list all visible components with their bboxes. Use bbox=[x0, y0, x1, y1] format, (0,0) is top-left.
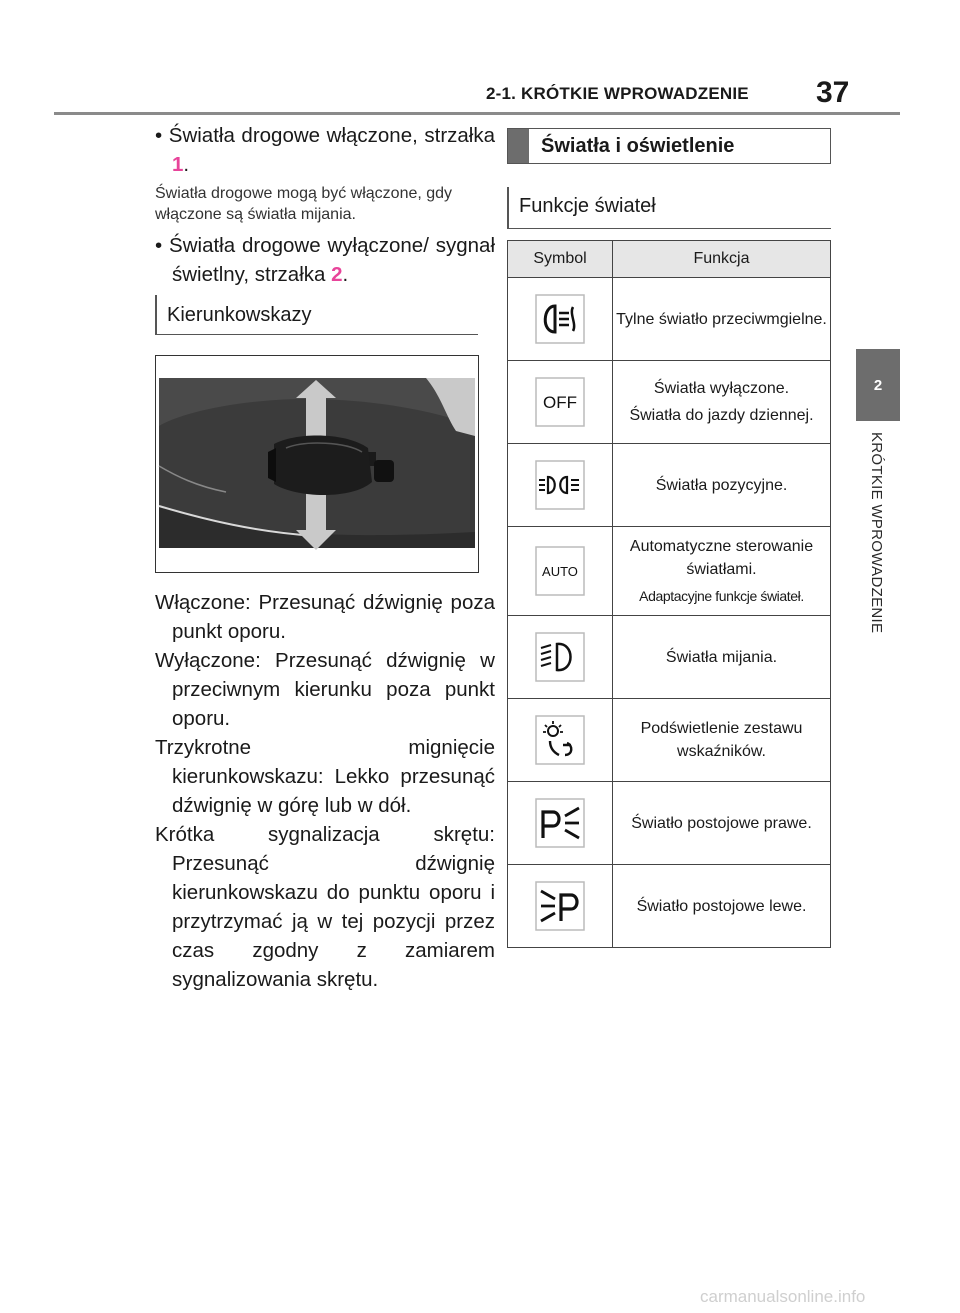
off-icon bbox=[535, 377, 585, 427]
bullet-text: Światła drogowe wyłączone/ sygnał świetlny, strzałka bbox=[169, 234, 496, 286]
function-cell bbox=[613, 865, 831, 948]
symbol-cell bbox=[508, 782, 613, 865]
table-row bbox=[508, 865, 831, 948]
table-row bbox=[508, 278, 831, 361]
page-number: 37 bbox=[816, 76, 850, 109]
header-rule bbox=[54, 112, 900, 115]
function-text-secondary: Światła do jazdy dziennej. bbox=[629, 407, 814, 424]
parking-light-right-icon bbox=[535, 798, 585, 848]
function-text: Tylne światło przeciwmgielne. bbox=[616, 310, 827, 328]
function-cell bbox=[613, 527, 831, 616]
arrow-number-1: 1 bbox=[172, 153, 184, 176]
function-text-secondary: Adaptacyjne funkcje świateł. bbox=[639, 587, 804, 604]
function-text: Automatyczne sterowanie światłami. bbox=[629, 537, 814, 578]
section-box-lights bbox=[507, 128, 831, 164]
function-text: Światło postojowe lewe. bbox=[636, 897, 807, 915]
arrow-number-2: 2 bbox=[331, 263, 343, 286]
column-header-function: Funkcja bbox=[613, 241, 831, 278]
parking-light-left-icon bbox=[535, 881, 585, 931]
section-title: Światła i oświetlenie bbox=[541, 135, 735, 157]
function-text: Światła mijania. bbox=[665, 648, 778, 666]
function-text: Światło postojowe prawe. bbox=[631, 814, 812, 832]
auto-icon bbox=[535, 546, 585, 596]
instrument-lighting-icon bbox=[535, 715, 585, 765]
function-cell bbox=[613, 616, 831, 699]
bullet-text: Światła drogowe włączone, strzałka bbox=[168, 124, 495, 147]
table-row bbox=[508, 782, 831, 865]
function-cell bbox=[613, 444, 831, 527]
function-text: Światła pozycyjne. bbox=[655, 476, 788, 494]
chapter-tab-label: KRÓTKIE WPROWADZENIE bbox=[868, 432, 885, 634]
low-beam-icon bbox=[535, 632, 585, 682]
function-text: Podświetlenie zestawu wskaźników. bbox=[640, 720, 803, 760]
light-functions-table bbox=[507, 240, 831, 948]
function-cell bbox=[613, 361, 831, 444]
chapter-tab: 2 bbox=[856, 349, 900, 421]
symbol-cell bbox=[508, 527, 613, 616]
auto-icon-text: AUTO bbox=[542, 564, 578, 579]
table-row bbox=[508, 444, 831, 527]
high-beam-note: Światła drogowe mogą być włączone, gdy włączone są światła mijania. bbox=[155, 185, 453, 223]
bullet-high-beam-off: • Światła drogowe wyłączone/ sygnał świetlny, strzałka 2. bbox=[155, 234, 496, 286]
table-row bbox=[508, 361, 831, 444]
watermark: carmanualsonline.info bbox=[700, 1287, 866, 1306]
column-header-symbol: Symbol bbox=[508, 241, 613, 278]
table-row bbox=[508, 699, 831, 782]
table-header-row bbox=[508, 241, 831, 278]
subheading-light-functions: Funkcje świateł bbox=[507, 187, 831, 229]
bullet-high-beam-on: • Światła drogowe włączone, strzałka 1. bbox=[155, 124, 495, 176]
subheading-turn-signals: Kierunkowskazy bbox=[155, 295, 478, 335]
table-row bbox=[508, 616, 831, 699]
table-row bbox=[508, 527, 831, 616]
off-icon-text: OFF bbox=[543, 393, 577, 412]
symbol-cell bbox=[508, 444, 613, 527]
symbol-cell bbox=[508, 361, 613, 444]
section-bar bbox=[508, 129, 529, 163]
rear-fog-light-icon bbox=[535, 294, 585, 344]
function-cell bbox=[613, 699, 831, 782]
function-cell bbox=[613, 782, 831, 865]
function-cell bbox=[613, 278, 831, 361]
parking-lights-icon bbox=[535, 460, 585, 510]
bullet-triple-blink: Trzykrotne mignięcie kierunkowskazu: Lekko przesunąć dźwignię w górę lub w dół. bbox=[155, 736, 495, 817]
symbol-cell bbox=[508, 616, 613, 699]
bullet-short-signal: Krótka sygnalizacja skrętu: Przesunąć dźwignię kierunkowskazu do punktu oporu i przytrzymać ją w tej pozycji przez czas zgodny z zamiarem sygnalizowania skrętu. bbox=[155, 823, 495, 991]
function-text: Światła wyłączone. bbox=[653, 380, 790, 397]
bullet-turn-on: Włączone: Przesunąć dźwignię poza punkt oporu. bbox=[155, 591, 495, 643]
section-header-title: 2-1. KRÓTKIE WPROWADZENIE bbox=[486, 84, 749, 103]
bullet-turn-off: Wyłączone: Przesunąć dźwignię w przeciwnym kierunku poza punkt oporu. bbox=[155, 649, 495, 730]
turn-signal-lever-illustration bbox=[155, 355, 479, 573]
symbol-cell bbox=[508, 699, 613, 782]
symbol-cell bbox=[508, 278, 613, 361]
symbol-cell bbox=[508, 865, 613, 948]
